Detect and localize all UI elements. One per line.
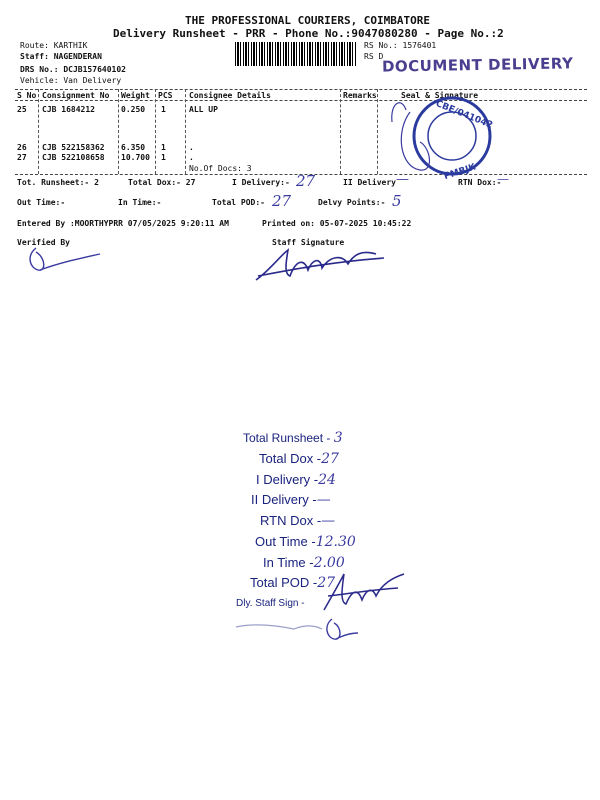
table-row-weight: 0.250	[121, 105, 146, 114]
col-header-sno: S No	[17, 91, 37, 100]
rtn-dox-label: RTN Dox:-	[458, 178, 502, 187]
table-row-pcs: 1	[161, 105, 166, 114]
company-name: THE PROFESSIONAL COURIERS, COIMBATORE	[185, 14, 431, 27]
verified-signature-icon	[22, 244, 112, 274]
seal-stamp-icon	[380, 92, 500, 182]
notes-staff-signature-icon	[318, 566, 410, 616]
seal-bottom-text: PMBJK	[442, 162, 478, 182]
table-row-consignment: CJB 1684212	[42, 105, 95, 114]
col-header-seal: Seal & Signature	[401, 91, 479, 100]
note-total-dox: Total Dox -27	[259, 451, 339, 467]
table-header-rule	[15, 100, 587, 101]
note-out-time: Out Time -12.30	[255, 534, 356, 550]
route-label: Route: KARTHIK	[20, 41, 88, 50]
tot-runsheet-label: Tot. Runsheet:- 2	[17, 178, 99, 187]
note-dly-staff-sign: Dly. Staff Sign -	[236, 598, 305, 609]
table-row-details: ALL UP	[189, 105, 218, 114]
ii-delivery-label: II Delivery	[343, 178, 396, 187]
column-divider	[118, 89, 119, 174]
table-top-rule	[15, 89, 587, 90]
table-row-sno: 26	[17, 143, 27, 152]
rs-date: RS D	[364, 52, 384, 61]
entered-by: Entered By :MOORTHYPRR 07/05/2025 9:20:11 AM	[17, 219, 229, 228]
i-delivery-handwritten: 27	[296, 172, 316, 190]
staff-signature-icon	[250, 240, 390, 290]
delvy-points-handwritten: 5	[392, 192, 402, 210]
vehicle-label: Vehicle: Van Delivery	[20, 76, 122, 85]
i-delivery-label: I Delivery:-	[232, 178, 290, 187]
seal-top-text: CBE/041042	[434, 98, 494, 131]
total-pod-label: Total POD:-	[212, 198, 265, 207]
table-row-weight: 10.700	[121, 153, 150, 162]
note-in-time: In Time -2.00	[263, 555, 345, 571]
rtn-dox-handwritten: —	[497, 172, 509, 186]
col-header-remarks: Remarks	[343, 91, 377, 100]
table-row-weight: 6.350	[121, 143, 146, 152]
notes-checker-signature-icon	[234, 615, 364, 645]
staff-label: Staff: NAGENDERAN	[20, 52, 102, 61]
total-pod-handwritten: 27	[272, 192, 292, 210]
note-total-runsheet: Total Runsheet - 3	[243, 430, 343, 446]
ii-delivery-handwritten: —	[396, 172, 409, 187]
no-of-docs: No.Of Docs: 3	[189, 164, 252, 173]
drs-number: DRS No.: DCJB157640102	[20, 65, 126, 74]
rs-number: RS No.: 1576401	[364, 41, 437, 50]
column-divider	[38, 89, 39, 174]
in-time-label: In Time:-	[118, 198, 162, 207]
barcode-icon	[235, 42, 357, 66]
table-row-pcs: 1	[161, 153, 166, 162]
table-row-sno: 27	[17, 153, 27, 162]
out-time-label: Out Time:-	[17, 198, 66, 207]
total-dox-label: Total Dox:- 27	[128, 178, 196, 187]
delvy-points-label: Delvy Points:-	[318, 198, 386, 207]
staff-signature-label: Staff Signature	[272, 238, 345, 247]
printed-on: Printed on: 05-07-2025 10:45:22	[262, 219, 412, 228]
column-divider	[340, 89, 341, 174]
table-row-details: .	[189, 143, 194, 152]
col-header-weight: Weight	[121, 91, 150, 100]
document-delivery-stamp: DOCUMENT DELIVERY	[381, 54, 574, 76]
col-header-consignment: Consignment No	[42, 91, 110, 100]
table-row-sno: 25	[17, 105, 27, 114]
verified-by-label: Verified By	[17, 238, 70, 247]
note-total-pod: Total POD -27	[250, 575, 336, 591]
note-rtn-dox: RTN Dox -—	[260, 513, 336, 529]
column-divider	[377, 89, 378, 174]
col-header-consignee: Consignee Details	[189, 91, 271, 100]
table-row-consignment: CJB 522158362	[42, 143, 105, 152]
note-i-delivery: I Delivery -24	[256, 472, 336, 488]
runsheet-subtitle: Delivery Runsheet - PRR - Phone No.:9047080280 - Page No.:2	[113, 27, 504, 40]
table-row-consignment: CJB 522108658	[42, 153, 105, 162]
table-row-pcs: 1	[161, 143, 166, 152]
table-row-details: .	[189, 153, 194, 162]
note-ii-delivery: II Delivery -—	[251, 492, 331, 508]
column-divider	[185, 89, 186, 174]
column-divider	[155, 89, 156, 174]
col-header-pcs: PCS	[158, 91, 173, 100]
